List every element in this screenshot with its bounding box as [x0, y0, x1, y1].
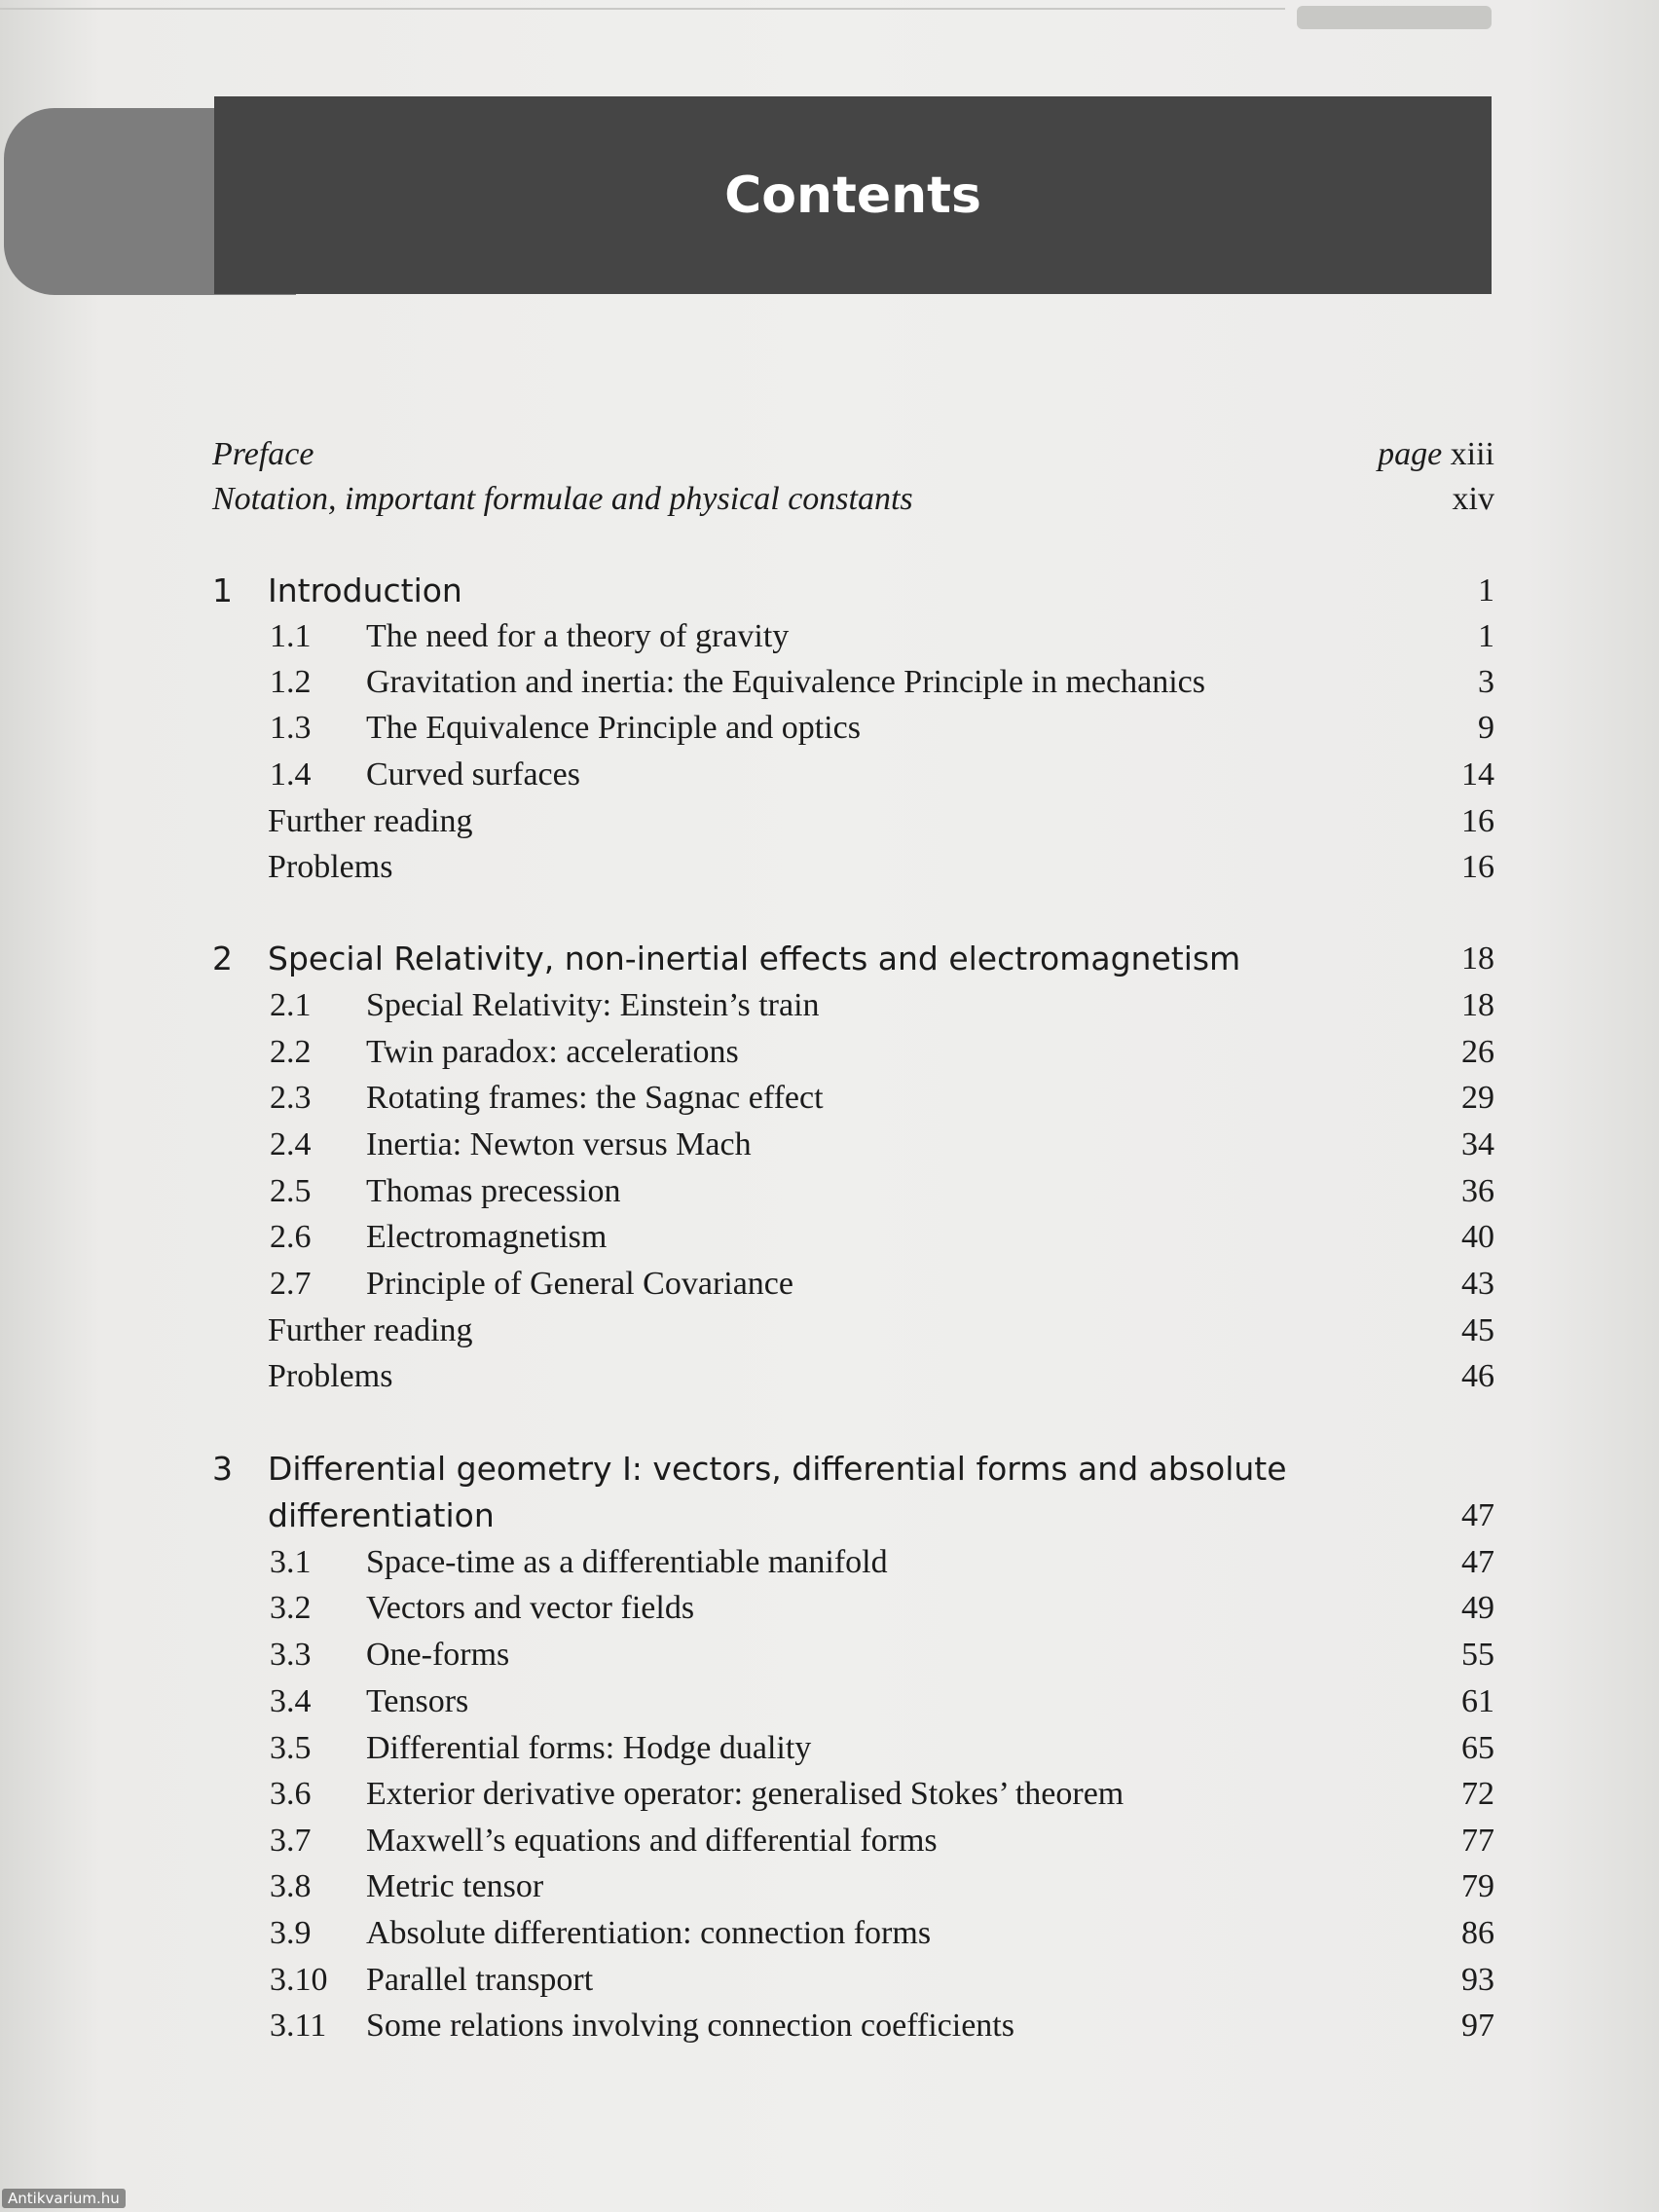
section-page: 40 [1461, 1219, 1494, 1255]
toc-section-2-6[interactable] [0, 1214, 1659, 1261]
toc-section-1-2[interactable] [0, 659, 1659, 706]
section-number: 3.7 [270, 1823, 312, 1859]
chapter-number: 1 [212, 571, 233, 609]
toc-chapter-3-line1[interactable] [0, 1446, 1659, 1493]
toc-section-2-7[interactable] [0, 1261, 1659, 1308]
entry-title: Problems [268, 849, 393, 885]
toc-section-3-7[interactable] [0, 1818, 1659, 1864]
section-page: 61 [1461, 1683, 1494, 1719]
section-number: 1.1 [270, 618, 312, 654]
section-title: Rotating frames: the Sagnac effect [366, 1080, 824, 1116]
section-page: 1 [1478, 618, 1494, 654]
section-page: 9 [1478, 710, 1494, 746]
section-title: Thomas precession [366, 1173, 621, 1209]
section-number: 2.5 [270, 1173, 312, 1209]
section-number: 3.1 [270, 1544, 312, 1580]
toc-chapter-2[interactable] [0, 936, 1659, 982]
site-watermark: Antikvarium.hu [2, 2189, 126, 2208]
section-number: 3.9 [270, 1915, 312, 1951]
entry-page: 16 [1461, 803, 1494, 839]
toc-section-3-4[interactable] [0, 1678, 1659, 1725]
toc-section-2-4[interactable] [0, 1122, 1659, 1168]
section-number: 2.1 [270, 987, 312, 1023]
section-page: 65 [1461, 1730, 1494, 1766]
toc-section-3-2[interactable] [0, 1585, 1659, 1632]
section-number: 3.4 [270, 1683, 312, 1719]
toc-section-3-1[interactable] [0, 1539, 1659, 1586]
entry-page [1378, 431, 1494, 478]
section-number: 3.8 [270, 1868, 312, 1904]
section-title: Parallel transport [366, 1962, 594, 1998]
section-title: Tensors [366, 1683, 469, 1719]
section-number: 2.2 [270, 1034, 312, 1070]
toc-section-2-1[interactable] [0, 982, 1659, 1029]
toc-further-reading-2[interactable] [0, 1308, 1659, 1354]
section-page: 86 [1461, 1915, 1494, 1951]
section-number: 1.4 [270, 756, 312, 793]
toc-section-3-10[interactable] [0, 1957, 1659, 2004]
entry-title: Further reading [268, 1312, 473, 1348]
section-page: 72 [1461, 1776, 1494, 1812]
toc-chapter-3-line2[interactable] [0, 1493, 1659, 1539]
section-page: 47 [1461, 1544, 1494, 1580]
section-number: 3.11 [270, 2008, 327, 2044]
section-title: Some relations involving connection coefficients [366, 2008, 1014, 2044]
chapter-title: Special Relativity, non-inertial effects and electromagnetism [268, 940, 1241, 977]
chapter-page: 18 [1461, 940, 1494, 977]
section-page: 55 [1461, 1637, 1494, 1673]
section-title: Exterior derivative operator: generalised Stokes’ theorem [366, 1776, 1124, 1812]
toc-section-3-11[interactable] [0, 2003, 1659, 2049]
toc-section-3-6[interactable] [0, 1771, 1659, 1818]
section-number: 2.6 [270, 1219, 312, 1255]
section-number: 1.3 [270, 710, 312, 746]
entry-title: Preface [212, 436, 314, 472]
chapter-title: Introduction [268, 571, 462, 609]
section-number: 2.7 [270, 1266, 312, 1302]
entry-title: Further reading [268, 803, 473, 839]
section-number: 3.5 [270, 1730, 312, 1766]
toc-section-2-2[interactable] [0, 1029, 1659, 1076]
section-number: 3.2 [270, 1590, 312, 1626]
entry-title: Problems [268, 1358, 393, 1394]
section-number: 2.4 [270, 1126, 312, 1162]
toc-problems-2[interactable] [0, 1353, 1659, 1400]
toc-section-3-3[interactable] [0, 1632, 1659, 1678]
section-title: Electromagnetism [366, 1219, 608, 1255]
section-page: 34 [1461, 1126, 1494, 1162]
chapter-page: 1 [1478, 572, 1494, 608]
toc-section-1-4[interactable] [0, 752, 1659, 798]
section-page: 36 [1461, 1173, 1494, 1209]
section-title: The need for a theory of gravity [366, 618, 790, 654]
section-page: 93 [1461, 1962, 1494, 1998]
section-title: One-forms [366, 1637, 510, 1673]
toc-entry-notation[interactable] [0, 476, 1659, 523]
section-title: Absolute differentiation: connection forms [366, 1915, 932, 1951]
chapter-number: 2 [212, 940, 233, 977]
chapter-title: Differential geometry I: vectors, differential forms and absolute [268, 1450, 1287, 1488]
section-title: Inertia: Newton versus Mach [366, 1126, 752, 1162]
section-page: 97 [1461, 2008, 1494, 2044]
section-page: 18 [1461, 987, 1494, 1023]
toc-section-2-5[interactable] [0, 1168, 1659, 1215]
toc-entry-preface[interactable] [0, 431, 1659, 478]
section-number: 2.3 [270, 1080, 312, 1116]
entry-page: 46 [1461, 1358, 1494, 1394]
section-page: 43 [1461, 1266, 1494, 1302]
section-title: Principle of General Covariance [366, 1266, 793, 1302]
toc-chapter-1[interactable] [0, 568, 1659, 614]
entry-page: 16 [1461, 849, 1494, 885]
section-title: Maxwell’s equations and differential forms [366, 1823, 938, 1859]
entry-page: 45 [1461, 1312, 1494, 1348]
section-page: 3 [1478, 664, 1494, 700]
toc-section-1-1[interactable] [0, 613, 1659, 660]
section-title: Space-time as a differentiable manifold [366, 1544, 888, 1580]
toc-section-1-3[interactable] [0, 705, 1659, 752]
page-number: xiii [1450, 436, 1494, 472]
toc-section-3-9[interactable] [0, 1910, 1659, 1957]
section-title: Special Relativity: Einstein’s train [366, 987, 820, 1023]
section-page: 79 [1461, 1868, 1494, 1904]
section-page: 49 [1461, 1590, 1494, 1626]
section-page: 26 [1461, 1034, 1494, 1070]
section-title: Metric tensor [366, 1868, 544, 1904]
section-number: 3.10 [270, 1962, 328, 1998]
section-page: 29 [1461, 1080, 1494, 1116]
toc-section-2-3[interactable] [0, 1075, 1659, 1122]
section-page: 77 [1461, 1823, 1494, 1859]
section-number: 3.6 [270, 1776, 312, 1812]
entry-title: Notation, important formulae and physical constants [212, 481, 913, 517]
section-number: 3.3 [270, 1637, 312, 1673]
toc-further-reading-1[interactable] [0, 798, 1659, 845]
contents-heading: Contents [724, 166, 981, 225]
chapter-title-continued: differentiation [268, 1496, 495, 1534]
section-title: Differential forms: Hodge duality [366, 1730, 812, 1766]
section-title: Gravitation and inertia: the Equivalence Principle in mechanics [366, 664, 1205, 700]
section-title: The Equivalence Principle and optics [366, 710, 861, 746]
toc-section-3-8[interactable] [0, 1863, 1659, 1910]
entry-page: xiv [1452, 481, 1494, 517]
section-page: 14 [1461, 756, 1494, 793]
section-number: 1.2 [270, 664, 312, 700]
toc-section-3-5[interactable] [0, 1725, 1659, 1772]
toc-problems-1[interactable] [0, 844, 1659, 891]
chapter-number: 3 [212, 1450, 233, 1488]
section-title: Vectors and vector fields [366, 1590, 695, 1626]
page-prefix: page [1378, 436, 1443, 472]
section-title: Twin paradox: accelerations [366, 1034, 739, 1070]
chapter-page: 47 [1461, 1497, 1494, 1533]
section-title: Curved surfaces [366, 756, 580, 793]
